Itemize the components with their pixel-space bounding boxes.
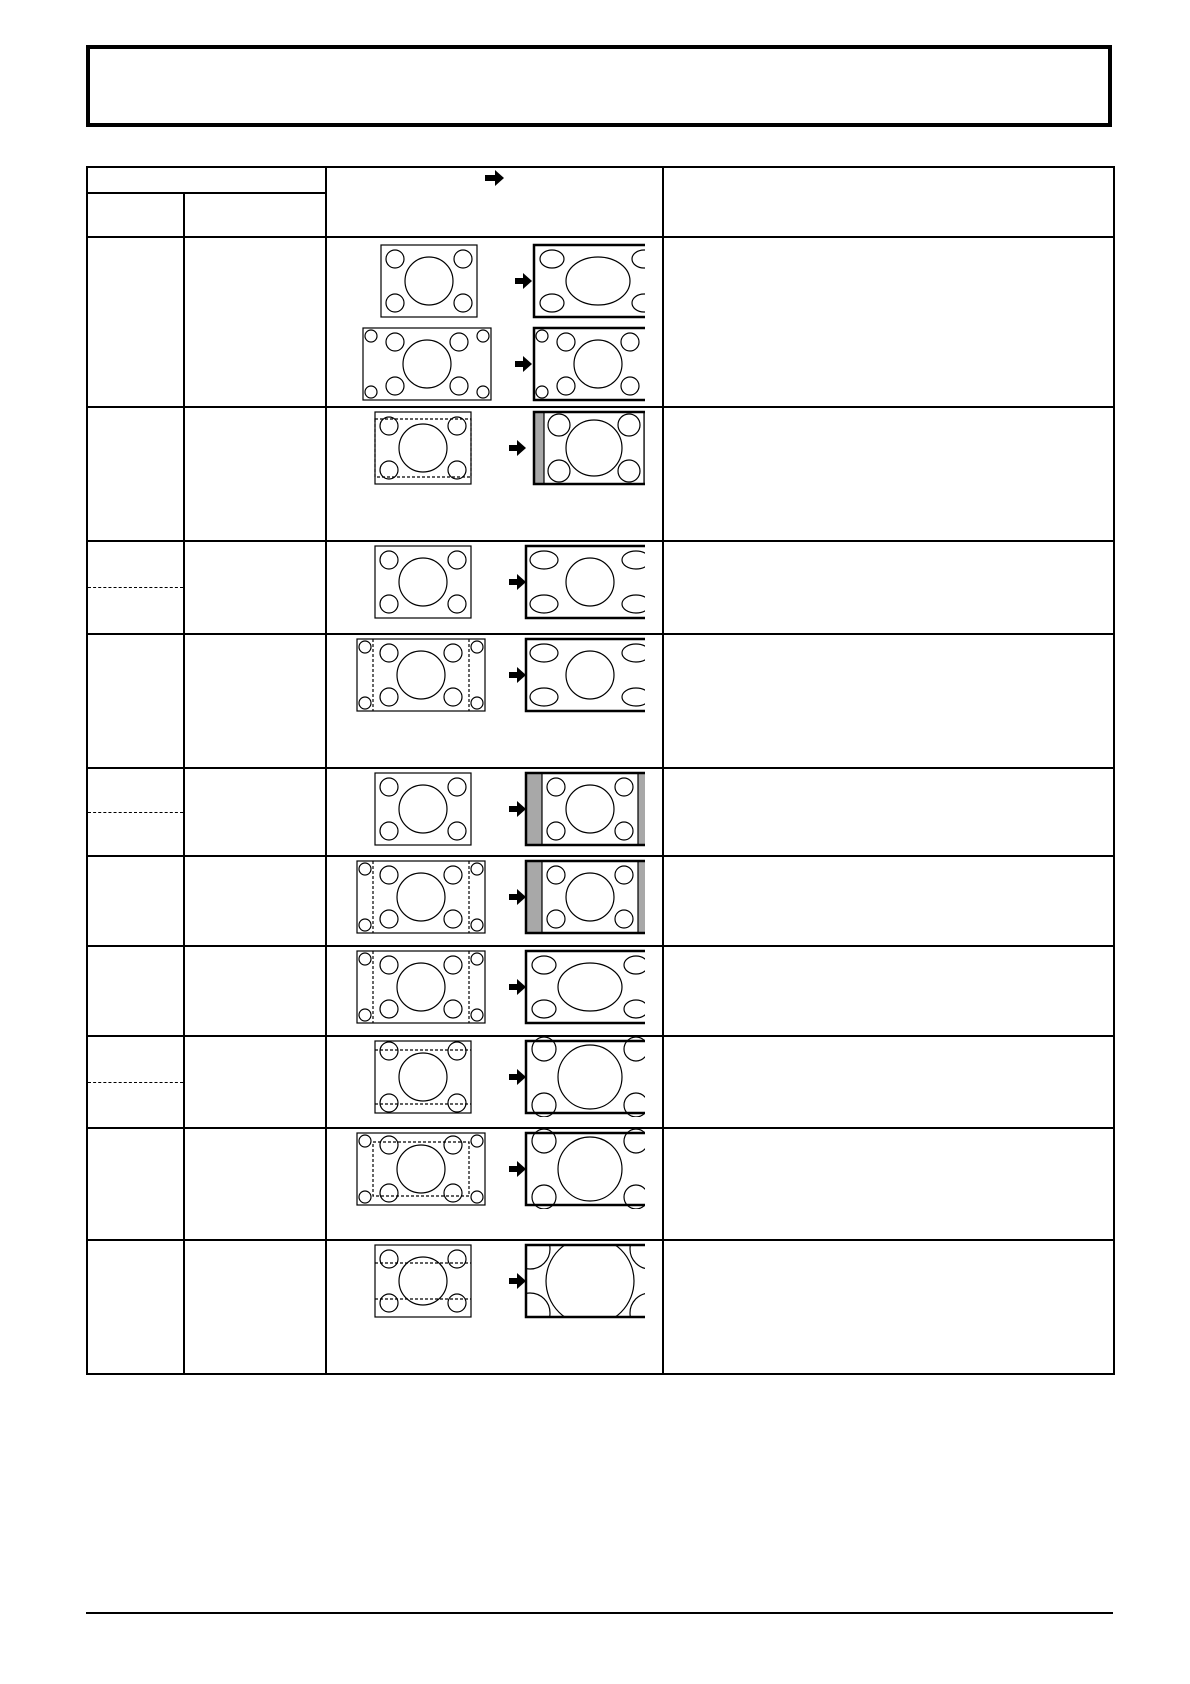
test-pattern-icon (345, 769, 645, 849)
row-mode-cell (87, 768, 184, 856)
picture-column-header (326, 167, 663, 237)
row-description-cell (663, 407, 1114, 541)
row-description-cell (663, 237, 1114, 407)
row-signal-cell (184, 856, 326, 946)
test-pattern-icon (345, 1241, 645, 1321)
row-mode-upper (88, 769, 183, 812)
row-mode-cell (87, 634, 184, 768)
row-picture-cell (326, 541, 663, 634)
test-pattern-icon (345, 1037, 645, 1117)
input-signal-header (87, 167, 326, 193)
row-mode-cell (87, 407, 184, 541)
row-signal-cell (184, 634, 326, 768)
table-row (87, 1240, 1114, 1374)
test-pattern-icon (345, 947, 645, 1027)
row-mode-lower (88, 1082, 183, 1128)
table-row (87, 407, 1114, 541)
row-mode-upper (88, 542, 183, 587)
test-pattern-icon (345, 408, 645, 488)
test-pattern-icon (345, 238, 645, 402)
test-pattern-icon (345, 1129, 645, 1209)
row-signal-cell (184, 407, 326, 541)
row-picture-cell (326, 1128, 663, 1240)
row-picture-cell (326, 1036, 663, 1128)
row-mode-cell (87, 1240, 184, 1374)
footer-rule (86, 1612, 1113, 1614)
table-row (87, 634, 1114, 768)
aspect-mode-table (86, 166, 1115, 1375)
row-signal-cell (184, 541, 326, 634)
row-description-cell (663, 768, 1114, 856)
row-signal-cell (184, 1240, 326, 1374)
page-title-box (86, 45, 1112, 127)
row-description-cell (663, 946, 1114, 1036)
table-row (87, 541, 1114, 634)
row-mode-lower (88, 587, 183, 633)
row-mode-upper (88, 1037, 183, 1082)
table-row (87, 237, 1114, 407)
row-signal-cell (184, 237, 326, 407)
row-description-cell (663, 856, 1114, 946)
table-row (87, 946, 1114, 1036)
row-picture-cell (326, 768, 663, 856)
row-description-cell (663, 1036, 1114, 1128)
row-description-cell (663, 1128, 1114, 1240)
table-row (87, 1036, 1114, 1128)
row-mode-cell (87, 541, 184, 634)
row-signal-cell (184, 1128, 326, 1240)
row-picture-cell (326, 1240, 663, 1374)
row-description-cell (663, 541, 1114, 634)
row-picture-cell (326, 634, 663, 768)
row-picture-cell (326, 237, 663, 407)
sub-column-b-header (184, 193, 326, 237)
row-mode-cell (87, 946, 184, 1036)
table-row (87, 1128, 1114, 1240)
row-description-cell (663, 1240, 1114, 1374)
row-mode-cell (87, 237, 184, 407)
row-picture-cell (326, 946, 663, 1036)
sub-column-a-header (87, 193, 184, 237)
row-signal-cell (184, 1036, 326, 1128)
test-pattern-icon (345, 635, 645, 715)
table-row (87, 768, 1114, 856)
test-pattern-icon (345, 542, 645, 622)
row-signal-cell (184, 946, 326, 1036)
row-signal-cell (184, 768, 326, 856)
row-mode-cell (87, 856, 184, 946)
row-description-cell (663, 634, 1114, 768)
test-pattern-icon (345, 857, 645, 937)
row-picture-cell (326, 856, 663, 946)
row-picture-cell (326, 407, 663, 541)
row-mode-lower (88, 812, 183, 856)
table-row (87, 856, 1114, 946)
right-arrow-icon (483, 168, 507, 188)
description-column-header (663, 167, 1114, 237)
row-mode-cell (87, 1128, 184, 1240)
row-mode-cell (87, 1036, 184, 1128)
